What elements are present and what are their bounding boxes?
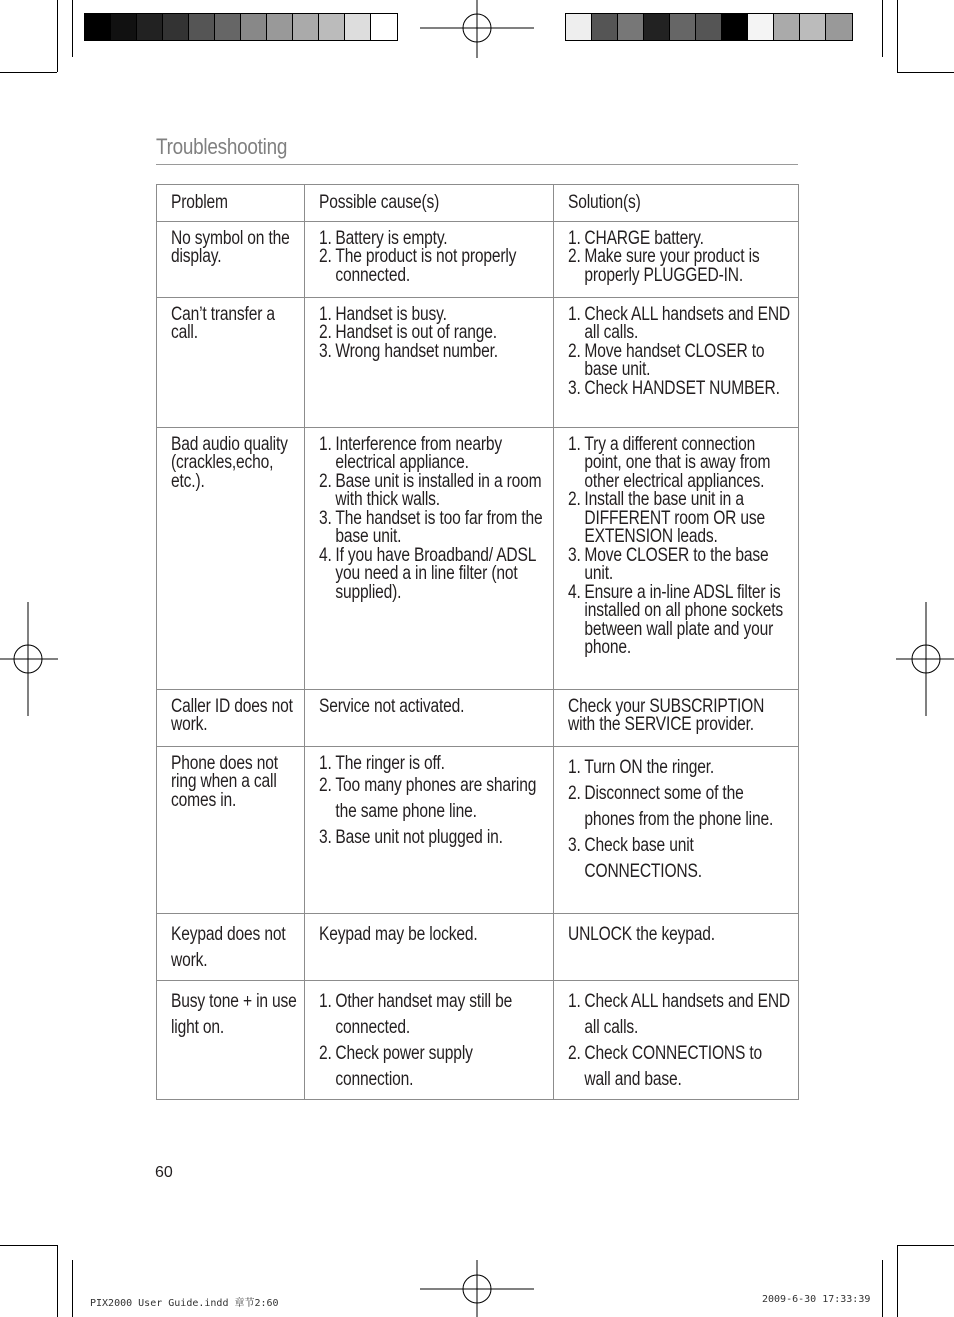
color-swatch bbox=[748, 14, 774, 40]
table-row bbox=[157, 913, 799, 980]
color-swatch bbox=[163, 14, 189, 40]
table-row bbox=[157, 980, 799, 1099]
causes-cell bbox=[305, 297, 554, 427]
list-item: 2. Check CONNECTIONS to wall and base. bbox=[568, 1042, 763, 1090]
registration-mark-bottom bbox=[420, 1260, 534, 1317]
list-item: 1. Battery is empty. bbox=[319, 227, 448, 249]
list-item: 2. Too many phones are sharing the same phone line. bbox=[319, 775, 537, 822]
list-item: 2. Move handset CLOSER to base unit. bbox=[568, 340, 765, 380]
color-swatch bbox=[371, 14, 397, 40]
list-item: 2. The product is not properly connected. bbox=[319, 246, 517, 286]
list-item: 1. Check ALL handsets and END all calls. bbox=[568, 990, 791, 1038]
color-swatch bbox=[137, 14, 163, 40]
list-item: 2. Check power supply connection. bbox=[319, 1042, 473, 1090]
table-header-row bbox=[157, 185, 799, 222]
color-swatch bbox=[293, 14, 319, 40]
table-row bbox=[157, 427, 799, 689]
problem-cell: Busy tone + in use light on. bbox=[157, 980, 305, 1099]
list-item: 2. Make sure your product is properly PLUGGED-IN. bbox=[568, 246, 760, 286]
color-swatch bbox=[592, 14, 618, 40]
color-swatch bbox=[85, 14, 111, 40]
list-item: 3. Check HANDSET NUMBER. bbox=[568, 377, 780, 399]
list-item: 3. The handset is too far from the base unit. bbox=[319, 507, 543, 547]
solutions-cell bbox=[554, 221, 799, 297]
causes-cell: Service not activated. bbox=[305, 689, 554, 746]
color-swatch bbox=[800, 14, 826, 40]
page-number: 60 bbox=[155, 1164, 173, 1181]
list-item: 1. Check ALL handsets and END all calls. bbox=[568, 303, 791, 343]
problem-cell: Caller ID does not work. bbox=[157, 689, 305, 746]
header-solutions: Solution(s) bbox=[554, 185, 799, 222]
solutions-cell bbox=[554, 297, 799, 427]
list-item: 2. Handset is out of range. bbox=[319, 322, 497, 343]
table-row bbox=[157, 689, 799, 746]
problem-cell: Can’t transfer a call. bbox=[157, 297, 305, 427]
color-swatch bbox=[696, 14, 722, 40]
color-bar-left bbox=[84, 13, 398, 41]
color-swatch bbox=[111, 14, 137, 40]
causes-cell bbox=[305, 221, 554, 297]
list-item: 3. Check base unit CONNECTIONS. bbox=[568, 834, 702, 882]
color-swatch bbox=[774, 14, 800, 40]
color-swatch bbox=[345, 14, 371, 40]
header-problem: Problem bbox=[157, 185, 305, 222]
color-swatch bbox=[189, 14, 215, 40]
list-item: 1. Interference from nearby electrical appliance. bbox=[319, 433, 503, 473]
solutions-cell: UNLOCK the keypad. bbox=[554, 913, 799, 980]
footer-timestamp: 2009-6-30 17:33:39 bbox=[762, 1294, 871, 1305]
solutions-cell bbox=[554, 427, 799, 689]
color-swatch bbox=[215, 14, 241, 40]
color-swatch bbox=[566, 14, 592, 40]
color-bar-right bbox=[565, 13, 853, 41]
list-item: 3. Base unit not plugged in. bbox=[319, 827, 503, 848]
problem-cell: No symbol on the display. bbox=[157, 221, 305, 297]
list-item: 1. Other handset may still be connected. bbox=[319, 990, 513, 1038]
causes-cell bbox=[305, 427, 554, 689]
list-item: 3. Wrong handset number. bbox=[319, 340, 498, 362]
causes-cell bbox=[305, 980, 554, 1099]
troubleshooting-table bbox=[156, 184, 799, 1100]
list-item: 1. The ringer is off. bbox=[319, 752, 445, 774]
solutions-cell: Check your SUBSCRIPTION with the SERVICE provider. bbox=[554, 689, 799, 746]
problem-cell: Phone does not ring when a call comes in. bbox=[157, 746, 305, 913]
table-row bbox=[157, 297, 799, 427]
color-swatch bbox=[826, 14, 852, 40]
problem-cell: Bad audio quality (crackles,echo, etc.). bbox=[157, 427, 305, 689]
color-swatch bbox=[267, 14, 293, 40]
color-swatch bbox=[644, 14, 670, 40]
list-item: 1. Handset is busy. bbox=[319, 303, 447, 325]
section-title: Troubleshooting bbox=[156, 134, 288, 159]
list-item: 2. Install the base unit in a DIFFERENT room OR use EXTENSION leads. bbox=[568, 489, 766, 547]
color-swatch bbox=[241, 14, 267, 40]
list-item: 1. CHARGE battery. bbox=[568, 227, 704, 249]
color-swatch bbox=[722, 14, 748, 40]
header-causes: Possible cause(s) bbox=[305, 185, 554, 222]
list-item: 1. Try a different connection point, one that is away from other electrical appliances. bbox=[568, 433, 771, 492]
problem-cell: Keypad does not work. bbox=[157, 913, 305, 980]
footer-file-info: PIX2000 User Guide.indd 章节2:60 bbox=[90, 1298, 279, 1309]
solutions-cell bbox=[554, 746, 799, 913]
list-item: 2. Base unit is installed in a room with thick walls. bbox=[319, 470, 542, 510]
list-item: 3. Move CLOSER to the base unit. bbox=[568, 544, 769, 584]
color-swatch bbox=[618, 14, 644, 40]
causes-cell bbox=[305, 746, 554, 913]
color-swatch bbox=[319, 14, 345, 40]
solutions-cell bbox=[554, 980, 799, 1099]
registration-mark-left bbox=[0, 602, 58, 716]
causes-cell: Keypad may be locked. bbox=[305, 913, 554, 980]
list-item: 2. Disconnect some of the phones from the phone line. bbox=[568, 782, 774, 830]
list-item: 4. Ensure a in-line ADSL filter is installed on all phone sockets between wall plate and your phone. bbox=[568, 581, 784, 658]
list-item: 1. Turn ON the ringer. bbox=[568, 756, 715, 778]
registration-mark-right bbox=[896, 602, 954, 716]
title-rule bbox=[156, 164, 798, 165]
list-item: 4. If you have Broadband/ ADSL you need a in line filter (not supplied). bbox=[319, 544, 536, 603]
table-row bbox=[157, 746, 799, 913]
registration-mark-top bbox=[420, 0, 534, 58]
color-swatch bbox=[670, 14, 696, 40]
table-row bbox=[157, 221, 799, 297]
